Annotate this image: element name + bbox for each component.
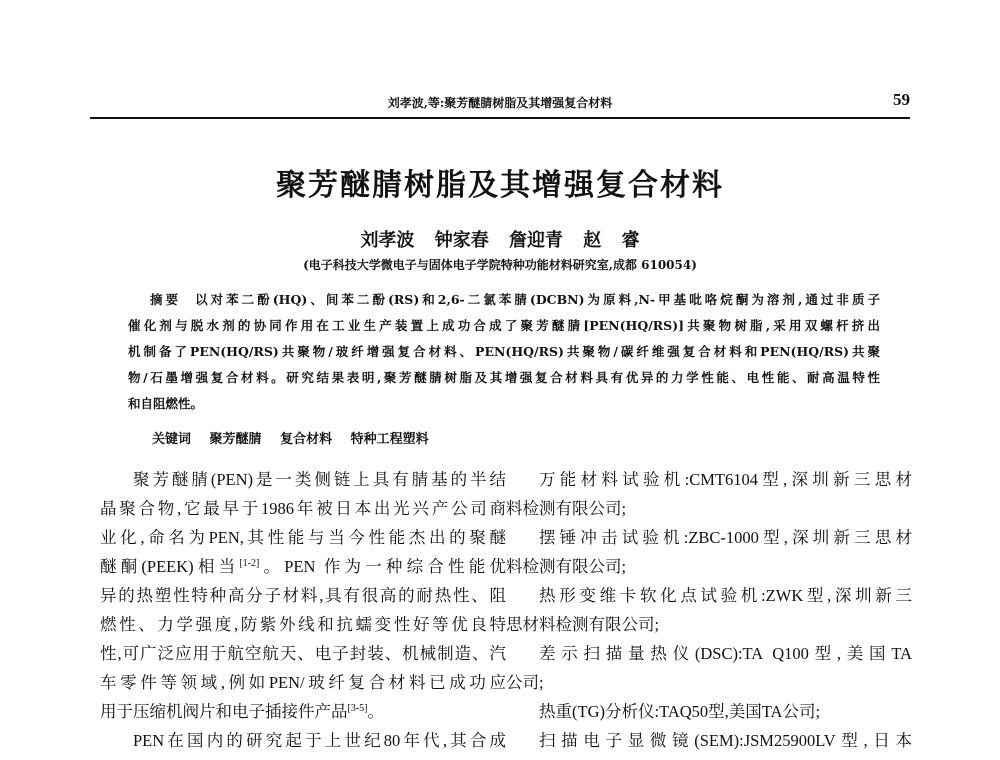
author: 刘孝波: [360, 230, 415, 251]
body-line: 差示扫描量热仪(DSC):TA Q100型,美国TA: [539, 644, 912, 663]
body-text: 醚酮(PEEK)相当: [100, 557, 240, 576]
body-line: 车零件等领域,例如PEN/玻纤复合材料已成功应: [100, 673, 506, 692]
author: 赵 睿: [583, 230, 640, 251]
article-title: 聚芳醚腈树脂及其增强复合材料: [276, 168, 724, 203]
author: 钟家春: [434, 230, 489, 251]
abstract-line: 催化剂与脱水剂的协同作用在工业生产装置上成功合成了聚芳醚腈[PEN(HQ/RS)]共聚物树脂,采用双螺杆挤出: [128, 318, 880, 333]
body-text: 。PEN 作为一种综合性能优: [259, 557, 506, 576]
body-column-right: [506, 468, 912, 758]
body-line: 燃性、力学强度,防紫外线和抗蠕变性好等优良特: [100, 615, 506, 634]
keyword: 特种工程塑料: [350, 432, 429, 447]
body-line: 料检测有限公司;: [506, 499, 627, 518]
abstract-line: 机制备了PEN(HQ/RS)共聚物/玻纤增强复合材料、PEN(HQ/RS)共聚物/碳纤维强复合材料和PEN(HQ/RS)共聚: [128, 344, 880, 359]
running-head: [90, 90, 910, 112]
body-line: 摆锤冲击试验机:ZBC-1000型,深圳新三思材: [539, 528, 912, 547]
keyword: 复合材料: [280, 432, 333, 447]
body-line: 热形变维卡软化点试验机:ZWK型,深圳新三: [539, 586, 912, 605]
body-line: [100, 700, 506, 729]
body-line: [100, 555, 506, 584]
body-line: 扫描电子显微镜(SEM):JSM25900LV型,日本: [539, 731, 912, 750]
keywords-label: 关键词: [152, 432, 192, 447]
body-line: 热重(TG)分析仪:TAQ50型,美国TA公司;: [539, 702, 821, 721]
body-line: 公司;: [506, 673, 544, 692]
citation: [1-2]: [239, 558, 260, 569]
abstract-line: 和自阻燃性。: [128, 396, 204, 411]
keywords: [152, 428, 443, 447]
body-line: 思材料检测有限公司;: [506, 615, 660, 634]
body-line: 聚芳醚腈(PEN)是一类侧链上具有腈基的半结: [133, 470, 506, 489]
body-text: 。: [367, 702, 384, 721]
citation: [3-5]: [347, 703, 368, 714]
page-number: 59: [893, 90, 910, 109]
body-line: 性,可广泛应用于航空航天、电子封装、机械制造、汽: [100, 644, 506, 663]
abstract-line: 以对苯二酚(HQ)、间苯二酚(RS)和2,6-二氯苯腈(DCBN)为原料,N-甲基吡咯烷酮为溶剂,通过非质子: [195, 292, 880, 307]
abstract-line: 物/石墨增强复合材料。研究结果表明,聚芳醚腈树脂及其增强复合材料具有优异的力学性能、电性能、耐高温特性: [128, 370, 880, 385]
abstract: [128, 290, 880, 420]
header-rule: [90, 117, 910, 119]
body-text: 用于压缩机阀片和电子插接件产品: [100, 702, 348, 721]
running-title: 刘孝波,等:聚芳醚腈树脂及其增强复合材料: [387, 96, 613, 110]
body-line: 异的热塑性特种高分子材料,具有很高的耐热性、阻: [100, 586, 506, 605]
body-line: 晶聚合物,它最早于1986年被日本出光兴产公司商: [100, 499, 506, 518]
affiliation: (电子科技大学微电子与固体电子学院特种功能材料研究室,成都 610054): [303, 258, 697, 272]
author-list: [0, 226, 1000, 252]
author: 詹迎青: [509, 230, 563, 251]
keyword: 聚芳醚腈: [209, 432, 262, 447]
body-column-left: [100, 468, 506, 758]
body-line: PEN在国内的研究起于上世纪80年代,其合成: [133, 731, 506, 750]
body-line: 业化,命名为PEN,其性能与当今性能杰出的聚醚: [100, 528, 506, 547]
body-line: 万能材料试验机:CMT6104型,深圳新三思材: [539, 470, 912, 489]
body-line: 料检测有限公司;: [506, 557, 627, 576]
abstract-label: 摘要: [150, 292, 182, 307]
